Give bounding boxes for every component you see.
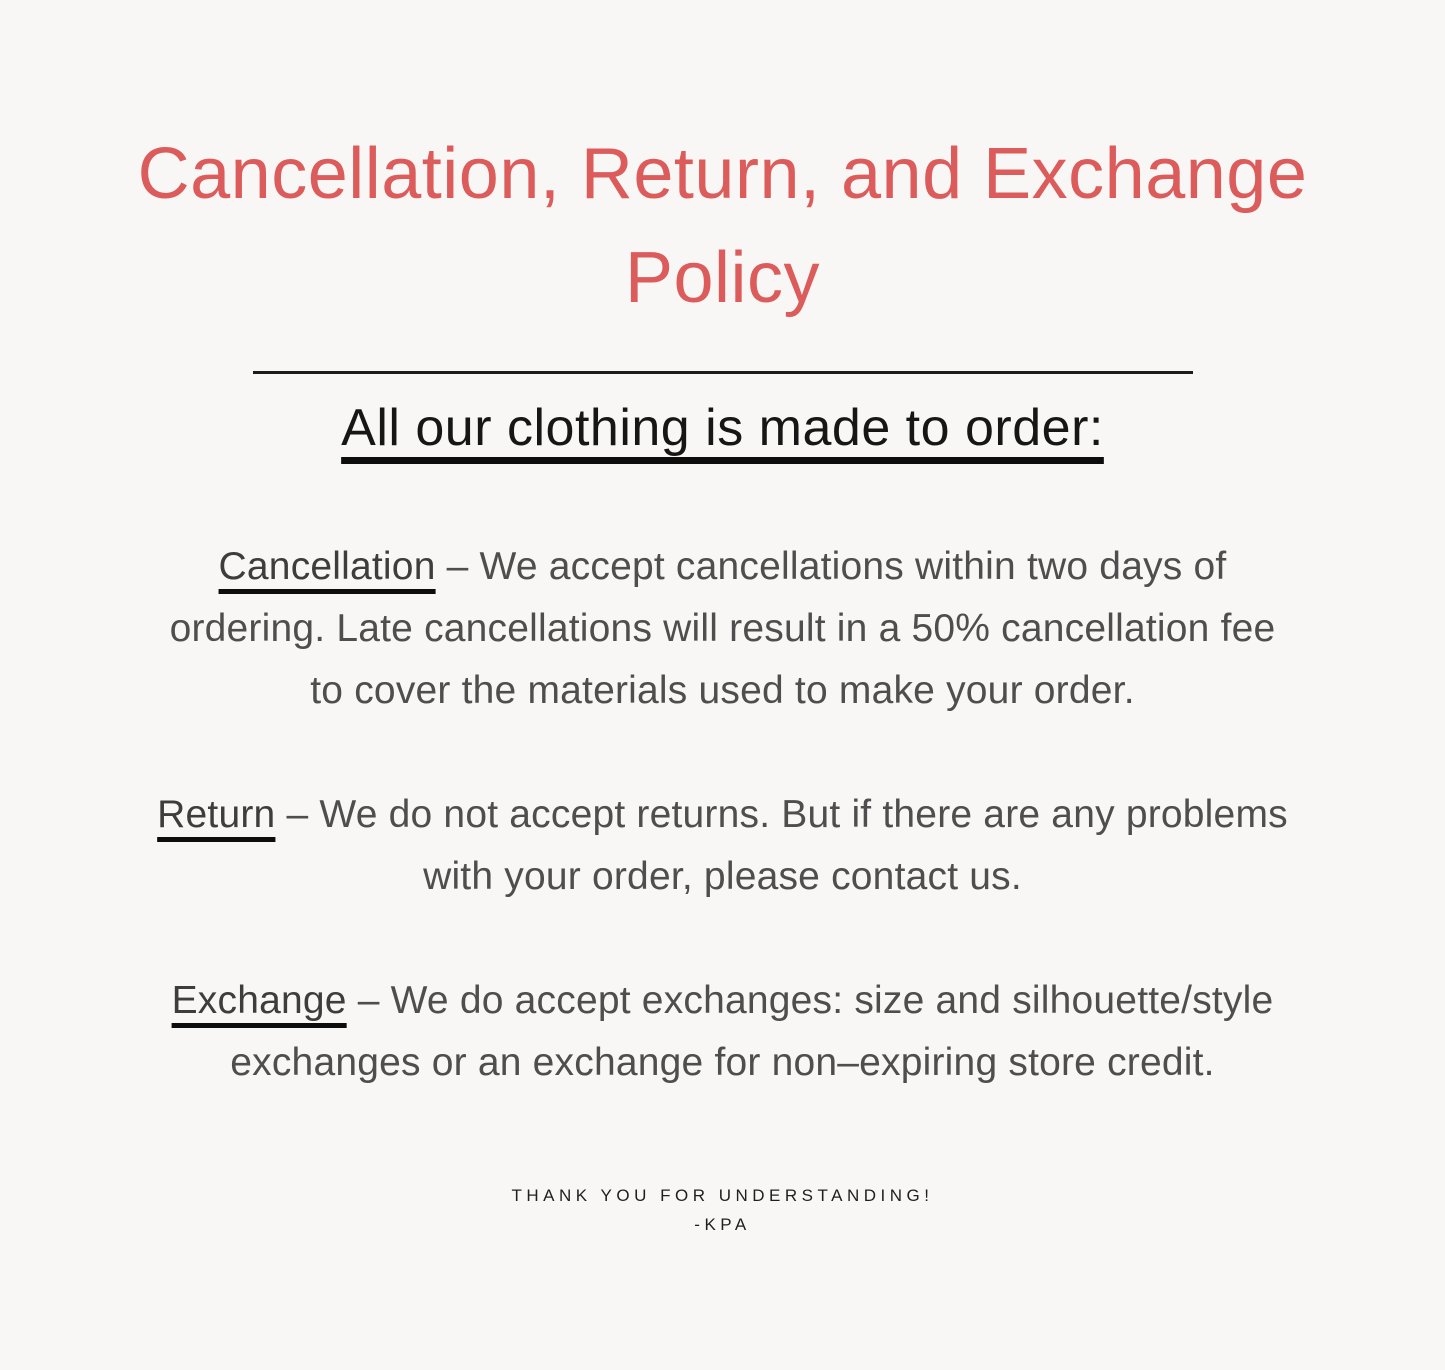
page-title-line-2: Policy	[624, 238, 821, 319]
return-section	[43, 784, 1403, 908]
subtitle-text: All our clothing is made to order:	[341, 398, 1104, 457]
return-term: Return	[157, 792, 276, 836]
page-title	[0, 0, 1445, 331]
subtitle	[0, 398, 1445, 458]
exchange-line-1	[43, 970, 1403, 1032]
return-line-2: with your order, please contact us.	[423, 854, 1022, 898]
cancellation-line-2: ordering. Late cancellations will result in a 50% cancellation fee	[169, 606, 1276, 650]
footer-thanks-text: THANK YOU FOR UNDERSTANDING!	[511, 1185, 934, 1205]
exchange-line-1-text: – We do accept exchanges: size and silhouette/style	[346, 978, 1274, 1022]
cancellation-line-1-text: – We accept cancellations within two days of	[435, 544, 1227, 588]
footer-signature: -KPA	[694, 1214, 751, 1234]
cancellation-line-3: to cover the materials used to make your order.	[310, 668, 1135, 712]
return-line-1	[43, 784, 1403, 846]
exchange-line-2: exchanges or an exchange for non–expiring store credit.	[230, 1040, 1215, 1084]
divider-line	[253, 371, 1193, 374]
exchange-term: Exchange	[171, 978, 347, 1022]
cancellation-term: Cancellation	[218, 544, 436, 588]
cancellation-section	[43, 536, 1403, 722]
footer	[0, 1182, 1445, 1240]
cancellation-line-1	[43, 536, 1403, 598]
return-line-1-text: – We do not accept returns. But if there are any problems	[275, 792, 1288, 836]
page-title-line-1: Cancellation, Return, and Exchange	[137, 134, 1308, 214]
exchange-section	[43, 970, 1403, 1094]
